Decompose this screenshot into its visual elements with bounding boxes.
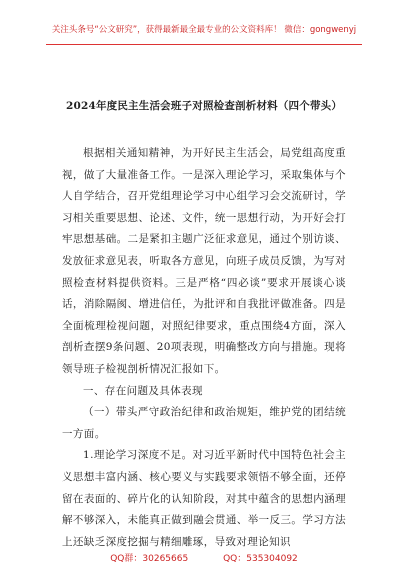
qq-group: QQ群：30265665 (110, 554, 189, 564)
subsection-heading: （一）带头严守政治纪律和政治规矩，维护党的团结统一方面。 (62, 406, 346, 440)
document-body (62, 143, 346, 553)
header-divider (46, 44, 362, 45)
body-paragraph: 1.理论学习深度不足。对习近平新时代中国特色社会主义思想丰富内涵、核心要义与实践要求领悟不够全面，还停留在表面的、碎片化的认知阶段，对其中蕴含的思想内涵理解不够深入，未能真正做到融会贯通、举一反三。学习方法上还缺乏深度挖掘与精细雕琢，导致对理论知识 (62, 449, 346, 548)
qq-number: QQ：535304092 (223, 554, 298, 564)
footer-contact (0, 551, 408, 564)
promo-banner: 关注头条号“公文研究”，获得最新最全最专业的公文资料库！ 微信：gongwenyj (51, 25, 357, 35)
intro-paragraph: 根据相关通知精神，为开好民主生活会，局党组高度重视，做了大量准备工作。一是深入理论学习，采取集体与个人自学结合，召开党组理论学习中心组学习会交流研讨，学习相关重要思想、论述、文件，统一思想行动，为开好会打牢思想基础。二是紧扣主题广泛征求意见，通过个别访谈、发放征求意见表，听取各方意见，向班子成员反馈，为写对照检查材料提供资料。三是严格“四必谈”要求开展谈心谈话，消除隔阂、增进信任，为批评和自我批评做准备。四是全面梳理检视问题，对照纪律要求，重点围绕4方面，深入剖析查摆9条问题、20项表现，明确整改方向与措施。现将领导班子检视剖析情况汇报如下。 (62, 147, 346, 375)
document-title: 2024年度民主生活会班子对照检查剖析材料（四个带头） (65, 100, 343, 112)
section-heading: 一、存在问题及具体表现 (83, 384, 203, 397)
